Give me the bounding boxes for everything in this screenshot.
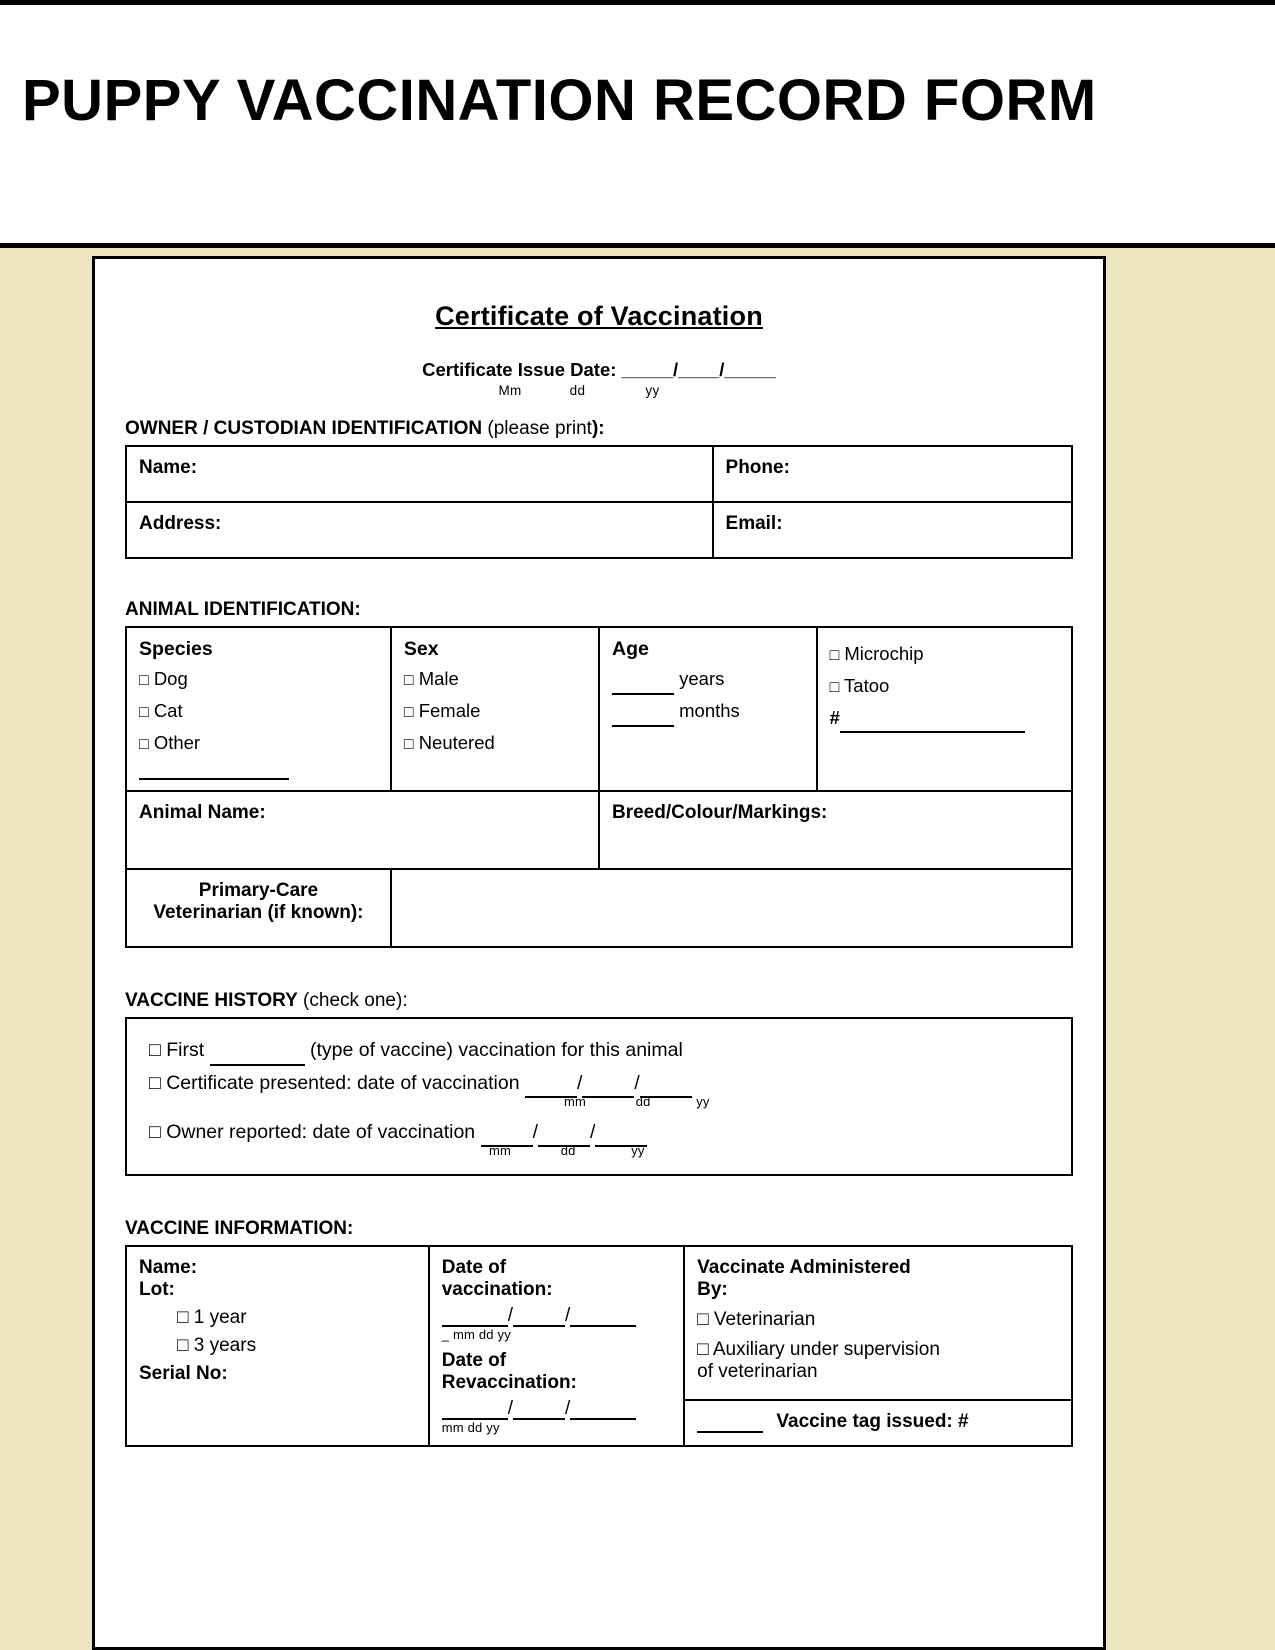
vaccine-dates-cell (429, 1246, 684, 1446)
vaccine-name-lot-cell (126, 1246, 429, 1446)
id-checkbox-microchip[interactable] (830, 638, 1059, 670)
owner-address-label: Address: (139, 513, 222, 534)
primary-care-label-cell (126, 869, 391, 947)
administered-by-line2: By: (697, 1279, 728, 1301)
species-cell (126, 627, 391, 791)
date-of-revaccination-line1: Date of (441, 1350, 507, 1372)
id-checkbox-tatoo[interactable] (830, 670, 1059, 702)
checkbox-icon[interactable]: □ (403, 703, 414, 721)
checkbox-icon[interactable]: □ (149, 1071, 161, 1094)
checkbox-icon[interactable]: □ (697, 1339, 709, 1361)
sex-checkbox-male[interactable] (404, 663, 586, 695)
vaccine-information-table (125, 1245, 1073, 1447)
date-mm-label: mm (489, 1143, 512, 1159)
animal-id-cell (817, 627, 1072, 791)
first-vaccination-label: First (166, 1039, 205, 1062)
date-of-vaccination-input[interactable]: / / (442, 1305, 671, 1327)
vaccine-history-heading-normal: (check one): (297, 990, 408, 1012)
species-option-label: Cat (153, 699, 183, 721)
certificate-issue-date-field[interactable]: Certificate Issue Date: _____/____/_____ (422, 359, 776, 380)
breed-field[interactable] (599, 791, 1072, 869)
owner-reported-label: Owner reported: date of vaccination (166, 1120, 476, 1143)
admin-option-label-continued: of veterinarian (697, 1361, 818, 1383)
vaccine-serial-label[interactable]: Serial No: (139, 1363, 228, 1385)
vaccine-tag-cell[interactable] (684, 1400, 1072, 1446)
administered-by-cell (684, 1246, 1072, 1400)
certificate-sheet (92, 256, 1106, 1650)
vaccine-history-owner-option[interactable]: □ Owner reported: date of vaccination / / (149, 1117, 1057, 1147)
owner-phone-label: Phone: (725, 457, 790, 478)
vaccine-history-heading (125, 990, 1073, 1012)
id-option-label: Microchip (844, 643, 924, 664)
date-of-revaccination-sublabel: mm dd yy (441, 1420, 500, 1436)
species-option-label: Dog (153, 668, 188, 689)
first-vaccination-tail: (type of vaccine) vaccination for this animal (309, 1039, 683, 1062)
owner-table (125, 445, 1073, 559)
vaccine-lot-label[interactable]: Lot: (139, 1279, 175, 1301)
breed-label: Breed/Colour/Markings: (611, 802, 828, 824)
animal-section-heading (125, 599, 1073, 621)
id-option-label: Tatoo (844, 674, 890, 696)
id-number-label: # (829, 706, 840, 728)
checkbox-icon[interactable]: □ (139, 735, 149, 753)
sex-head: Sex (403, 638, 439, 660)
duration-checkbox-1-year[interactable] (177, 1307, 416, 1329)
admin-checkbox-auxiliary[interactable] (697, 1339, 1059, 1361)
vaccine-history-certificate-option[interactable]: □ Certificate presented: date of vaccination / / (149, 1068, 1057, 1098)
vaccine-type-input[interactable] (210, 1063, 305, 1066)
vaccine-history-heading-bold: VACCINE HISTORY (125, 990, 298, 1012)
primary-care-field[interactable] (391, 869, 1072, 947)
sex-option-label: Neutered (418, 731, 495, 753)
age-months-input[interactable] (612, 695, 804, 727)
date-dd-label: dd (560, 1143, 576, 1159)
checkbox-icon[interactable]: □ (149, 1120, 161, 1143)
vaccine-name-label[interactable]: Name: (139, 1257, 198, 1279)
date-yy-label: yy (696, 1093, 710, 1109)
age-years-label: years (679, 668, 725, 689)
date-of-revaccination-line2: Revaccination: (441, 1372, 577, 1394)
vaccine-tag-count-input[interactable] (697, 1430, 763, 1433)
admin-option-label: Veterinarian (713, 1309, 816, 1331)
owner-section-heading (125, 418, 1073, 440)
checkbox-icon[interactable]: □ (149, 1039, 161, 1062)
age-months-label: months (679, 699, 740, 721)
admin-checkbox-veterinarian[interactable] (697, 1309, 1059, 1331)
sex-checkbox-neutered[interactable] (404, 727, 586, 759)
date-of-vaccination-line1: Date of (441, 1257, 507, 1279)
animal-identification-table (125, 626, 1073, 948)
age-years-input[interactable] (612, 663, 804, 695)
sex-checkbox-female[interactable] (404, 695, 586, 727)
owner-heading-tail: ): (591, 418, 605, 439)
date-dd-label: dd (635, 1093, 651, 1109)
table-row (126, 446, 1072, 502)
owner-email-label: Email: (725, 513, 783, 534)
checkbox-icon[interactable]: □ (829, 678, 840, 696)
id-number-input[interactable] (830, 702, 1059, 734)
checkbox-icon[interactable]: □ (403, 735, 414, 753)
age-cell (599, 627, 817, 791)
checkbox-icon[interactable]: □ (403, 672, 414, 689)
sex-option-label: Male (418, 668, 459, 689)
table-row (126, 791, 1072, 869)
checkbox-icon[interactable]: □ (177, 1307, 189, 1329)
duration-checkbox-3-years[interactable] (177, 1335, 416, 1357)
owner-date-sublabels (489, 1143, 1057, 1158)
owner-email-field[interactable] (713, 502, 1072, 558)
owner-heading-normal: (please print (482, 418, 592, 439)
checkbox-icon[interactable]: □ (697, 1309, 709, 1331)
table-row (126, 1246, 1072, 1400)
animal-name-field[interactable] (126, 791, 599, 869)
checkbox-icon[interactable]: □ (139, 672, 149, 689)
owner-heading-bold: OWNER / CUSTODIAN IDENTIFICATION (125, 418, 483, 439)
species-option-label: Other (153, 731, 201, 753)
checkbox-icon[interactable]: □ (829, 647, 840, 664)
vaccine-tag-label: Vaccine tag issued: # (776, 1411, 969, 1433)
owner-phone-field[interactable] (713, 446, 1072, 502)
owner-name-label: Name: (139, 457, 198, 478)
date-mm-label: mm (564, 1093, 587, 1109)
date-of-revaccination-input[interactable]: / / (442, 1398, 671, 1420)
issue-date-mm-label: Mm (498, 383, 522, 398)
certificate-presented-label: Certificate presented: date of vaccination (166, 1071, 520, 1094)
date-yy-label: yy (631, 1143, 645, 1159)
issue-date-yy-label: yy (645, 383, 660, 398)
administered-by-line1: Vaccinate Administered (697, 1257, 911, 1279)
certificate-date-sublabels (564, 1094, 1057, 1109)
sex-option-label: Female (418, 699, 481, 721)
vaccine-information-heading (125, 1218, 1073, 1240)
issue-date-dd-label: dd (569, 383, 586, 398)
species-checkbox-dog[interactable] (139, 663, 378, 695)
issue-date-sublabels (125, 383, 1073, 398)
owner-address-field[interactable] (126, 502, 713, 558)
species-checkbox-other[interactable] (139, 727, 378, 759)
primary-care-label-line1: Primary-Care (198, 880, 319, 902)
vaccine-history-box (125, 1017, 1073, 1176)
date-of-vaccination-sublabel: _ mm dd yy (441, 1327, 511, 1343)
primary-care-label-line2: Veterinarian (if known): (153, 902, 364, 924)
header-banner (0, 0, 1275, 248)
animal-heading-label: ANIMAL IDENTIFICATION: (125, 599, 361, 620)
age-head: Age (611, 638, 649, 660)
owner-name-field[interactable] (126, 446, 713, 502)
species-head: Species (139, 638, 213, 660)
table-row (126, 869, 1072, 947)
vaccine-history-first-option[interactable] (149, 1035, 1057, 1065)
checkbox-icon[interactable]: □ (177, 1335, 189, 1357)
page-title: PUPPY VACCINATION RECORD FORM (22, 68, 1097, 133)
species-other-input[interactable] (139, 758, 378, 780)
vaccine-information-heading-label: VACCINE INFORMATION: (125, 1218, 354, 1240)
species-checkbox-cat[interactable] (139, 695, 378, 727)
table-row (126, 502, 1072, 558)
sex-cell (391, 627, 599, 791)
duration-option-label: 3 years (193, 1335, 257, 1357)
admin-option-label: Auxiliary under supervision (712, 1339, 940, 1361)
animal-name-label: Animal Name: (139, 802, 266, 824)
duration-option-label: 1 year (193, 1307, 247, 1329)
certificate-title: Certificate of Vaccination (435, 301, 763, 331)
date-of-vaccination-line2: vaccination: (441, 1279, 553, 1301)
checkbox-icon[interactable]: □ (139, 703, 149, 721)
table-row (126, 627, 1072, 791)
